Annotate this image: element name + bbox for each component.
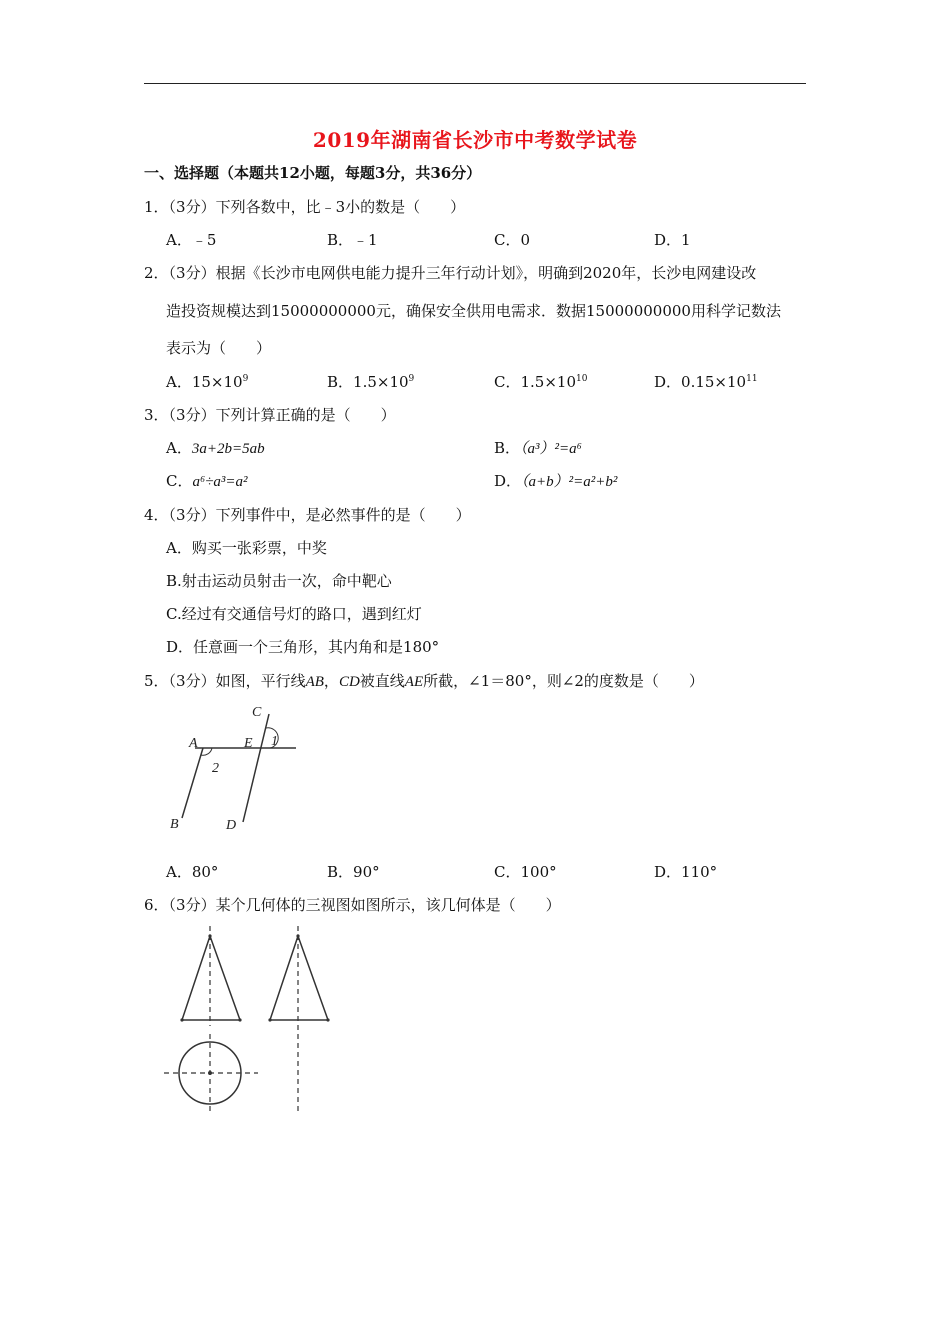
q4-stem: 4．（3分）下列事件中，是必然事件的是（ ） bbox=[144, 506, 471, 524]
q2-option-a: A．$15\times 10^9$ bbox=[166, 373, 249, 391]
label-a: A bbox=[189, 736, 198, 751]
q1-option-a: A．﹣5 bbox=[166, 231, 217, 249]
q6-stem: 6．（3分）某个几何体的三视图如图所示，该几何体是（ ） bbox=[144, 896, 561, 914]
line-ab bbox=[182, 748, 203, 818]
line-cd bbox=[243, 714, 269, 822]
header-rule bbox=[144, 83, 806, 84]
front-view bbox=[180, 926, 241, 1026]
q5-option-c: C．100° bbox=[494, 863, 557, 881]
exam-title: 2019年湖南省长沙市中考数学试卷 bbox=[312, 128, 638, 152]
q2-option-d: D．$0.15\times 10^{11}$ bbox=[654, 373, 758, 391]
side-view bbox=[268, 926, 329, 1112]
q2-stem-line2: 造投资规模达到15000000000元，确保安全供用电需求．数据15000000000用科学记数法 bbox=[166, 302, 781, 320]
q1-option-d: D．1 bbox=[654, 231, 691, 249]
q4-option-b: B.射击运动员射击一次，命中靶心 bbox=[166, 572, 392, 590]
q4-option-c: C.经过有交通信号灯的路口，遇到红灯 bbox=[166, 605, 422, 623]
q3-stem: 3．（3分）下列计算正确的是（ ） bbox=[144, 406, 396, 424]
section-heading: 一、选择题（本题共12小题，每题3分，共36分） bbox=[144, 164, 482, 182]
q1-stem: 1．（3分）下列各数中，比﹣3小的数是（ ） bbox=[144, 198, 466, 216]
q5-option-d: D．110° bbox=[654, 863, 718, 881]
label-d: D bbox=[226, 818, 237, 833]
q4-option-a: A．购买一张彩票，中奖 bbox=[166, 539, 327, 557]
label-b: B bbox=[170, 817, 179, 832]
q1-option-c: C．0 bbox=[494, 231, 531, 249]
q2-stem-line1: 2．（3分）根据《长沙市电网供电能力提升三年行动计划》，明确到2020年，长沙电网建设改 bbox=[144, 264, 757, 282]
q5-figure bbox=[160, 698, 310, 838]
q3-option-a: A．3a+2b=5ab bbox=[166, 439, 265, 457]
label-1: 1 bbox=[271, 734, 278, 749]
label-c: C bbox=[252, 705, 262, 720]
q3-option-c: C．a⁶÷a³=a² bbox=[166, 472, 248, 490]
label-2: 2 bbox=[212, 761, 219, 776]
q5-option-a: A．80° bbox=[166, 863, 219, 881]
q6-three-view-figure bbox=[160, 922, 340, 1114]
q2-option-c: C．$1.5\times 10^{10}$ bbox=[494, 373, 588, 391]
q2-option-b: B．$1.5\times 10^9$ bbox=[327, 373, 415, 391]
q5-option-b: B．90° bbox=[327, 863, 380, 881]
q3-option-b: B．（a³）²=a⁶ bbox=[494, 439, 582, 457]
q4-option-d: D．任意画一个三角形，其内角和是180° bbox=[166, 638, 440, 656]
q1-option-b: B．﹣1 bbox=[327, 231, 378, 249]
label-e: E bbox=[244, 736, 253, 751]
q3-option-d: D．（a+b）²=a²+b² bbox=[494, 472, 618, 490]
q2-stem-line3: 表示为（ ） bbox=[166, 339, 272, 357]
top-view bbox=[164, 1034, 258, 1112]
q5-stem: 5．（3分）如图，平行线AB，CD被直线AE所截，∠1＝80°，则∠2的度数是（ ） bbox=[144, 672, 704, 690]
